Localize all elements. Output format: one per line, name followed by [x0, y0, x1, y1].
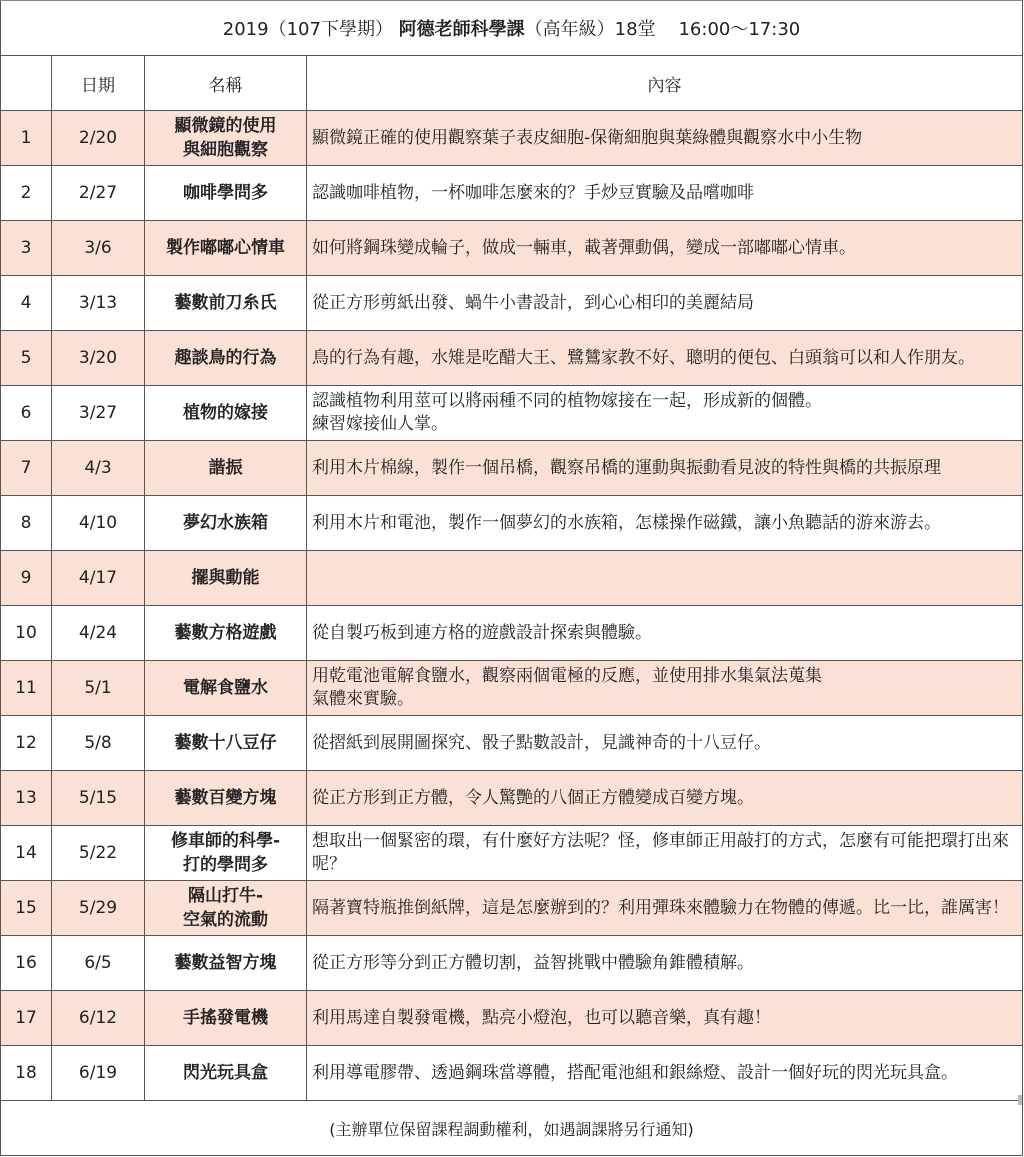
- lesson-content: [307, 166, 1023, 221]
- lesson-number: 18: [1, 1046, 52, 1101]
- lesson-number: 5: [1, 331, 52, 386]
- lesson-content: [307, 441, 1023, 496]
- lesson-name-line: 修車師的科學-: [170, 831, 281, 851]
- lesson-content-line: 利用木片棉線，製作一個吊橋，觀察吊橋的運動與振動看見波的特性與橋的共振原理: [312, 457, 941, 478]
- table-row: [1, 1046, 1023, 1101]
- table-row: [1, 221, 1023, 276]
- lesson-number: 9: [1, 551, 52, 606]
- lesson-date: 5/1: [52, 661, 145, 716]
- lesson-content: [307, 386, 1023, 441]
- lesson-date: 3/27: [52, 386, 145, 441]
- lesson-number: 14: [1, 826, 52, 881]
- lesson-name-line: 藝數方格遊戲: [174, 623, 277, 643]
- lesson-name: [145, 661, 307, 716]
- lesson-content: [307, 936, 1023, 991]
- lesson-name: [145, 991, 307, 1046]
- lesson-content-line: 利用馬達自製發電機，點亮小燈泡，也可以聽音樂，真有趣！: [312, 1007, 771, 1028]
- lesson-content-line: 鳥的行為有趣，水雉是吃醋大王、鷺鷥家教不好、聰明的便包、白頭翁可以和人作朋友。: [312, 347, 975, 368]
- table-row: [1, 496, 1023, 551]
- table-row: [1, 331, 1023, 386]
- table-row: [1, 716, 1023, 771]
- lesson-date: 6/12: [52, 991, 145, 1046]
- lesson-content: [307, 606, 1023, 661]
- lesson-content-line: 從正方形等分到正方體切割，益智挑戰中體驗角錐體積解。: [312, 952, 754, 973]
- lesson-content-line: 認識咖啡植物，一杯咖啡怎麼來的？手炒豆實驗及品嚐咖啡: [312, 182, 754, 203]
- lesson-name: [145, 441, 307, 496]
- table-row: [1, 276, 1023, 331]
- lesson-content-line: 利用導電膠帶、透過鋼珠當導體，搭配電池組和銀絲燈、設計一個好玩的閃光玩具盒。: [312, 1062, 958, 1083]
- table-row: [1, 826, 1023, 881]
- lesson-content-line: 從正方形到正方體，令人驚艷的八個正方體變成百變方塊。: [312, 787, 754, 808]
- lesson-name: [145, 1046, 307, 1101]
- lesson-content-line: 顯微鏡正確的使用觀察葉子表皮細胞-保衛細胞與葉綠體與觀察水中小生物: [312, 127, 863, 148]
- lesson-date: 5/8: [52, 716, 145, 771]
- lesson-date: 5/29: [52, 881, 145, 936]
- lesson-name: [145, 826, 307, 881]
- lesson-name-line: 趣談鳥的行為: [174, 348, 277, 368]
- lesson-name-line: 擺與動能: [191, 568, 260, 588]
- lesson-name-line: 植物的嫁接: [183, 403, 268, 423]
- lesson-date: 6/5: [52, 936, 145, 991]
- lesson-content-line: 從正方形剪紙出發、蝸牛小書設計，到心心相印的美麗結局: [312, 292, 754, 313]
- lesson-number: 11: [1, 661, 52, 716]
- column-header-number: [1, 56, 52, 111]
- lesson-content: [307, 551, 1023, 606]
- column-header-content: 內容: [307, 56, 1023, 111]
- lesson-content-line: 從摺紙到展開圖探究、骰子點數設計，見識神奇的十八豆仔。: [312, 732, 771, 753]
- lesson-content: [307, 716, 1023, 771]
- lesson-number: 13: [1, 771, 52, 826]
- lesson-name-line: 隔山打牛-: [187, 886, 264, 906]
- lesson-name-line: 與細胞觀察: [183, 140, 268, 160]
- lesson-name-line: 藝數益智方塊: [174, 953, 277, 973]
- column-header-date: 日期: [52, 56, 145, 111]
- column-header-row: [1, 56, 1023, 111]
- lesson-list: [1, 111, 1023, 1101]
- lesson-number: 4: [1, 276, 52, 331]
- lesson-name-line: 藝數百變方塊: [174, 788, 277, 808]
- lesson-date: 3/20: [52, 331, 145, 386]
- lesson-date: 6/19: [52, 1046, 145, 1101]
- lesson-name-line: 手搖發電機: [183, 1008, 268, 1028]
- scrollbar-thumb[interactable]: [1018, 1095, 1022, 1105]
- lesson-content: [307, 331, 1023, 386]
- table-row: [1, 661, 1023, 716]
- lesson-date: 2/20: [52, 111, 145, 166]
- lesson-date: 4/24: [52, 606, 145, 661]
- lesson-content-line: 氣體來實驗。: [312, 689, 414, 709]
- lesson-number: 12: [1, 716, 52, 771]
- lesson-content-line: 如何將鋼珠變成輪子，做成一輛車，載著彈動偶，變成一部嘟嘟心情車。: [312, 237, 856, 258]
- table-row: [1, 991, 1023, 1046]
- lesson-name-line: 咖啡學問多: [183, 183, 268, 203]
- lesson-name-line: 電解食鹽水: [183, 678, 268, 698]
- lesson-name: [145, 111, 307, 166]
- lesson-name: [145, 166, 307, 221]
- lesson-content-line: 利用木片和電池，製作一個夢幻的水族箱，怎樣操作磁鐵，讓小魚聽話的游來游去。: [312, 512, 941, 533]
- column-header-name: 名稱: [145, 56, 307, 111]
- lesson-date: 3/6: [52, 221, 145, 276]
- lesson-date: 5/15: [52, 771, 145, 826]
- lesson-name-line: 諧振: [208, 458, 243, 478]
- lesson-name: [145, 936, 307, 991]
- lesson-content: [307, 276, 1023, 331]
- lesson-content-line: 隔著寶特瓶推倒紙牌，這是怎麼辦到的？利用彈珠來體驗力在物體的傳遞。比一比，誰厲害！: [312, 897, 1009, 918]
- title-level: （高年級）18堂: [524, 19, 656, 40]
- lesson-name-line: 空氣的流動: [183, 910, 268, 930]
- lesson-content: [307, 826, 1023, 881]
- lesson-number: 10: [1, 606, 52, 661]
- lesson-content-line: 認識植物利用莖可以將兩種不同的植物嫁接在一起，形成新的個體。: [312, 391, 822, 411]
- lesson-number: 17: [1, 991, 52, 1046]
- lesson-name: [145, 496, 307, 551]
- table-row: [1, 166, 1023, 221]
- lesson-name: [145, 386, 307, 441]
- lesson-date: 4/10: [52, 496, 145, 551]
- lesson-number: 2: [1, 166, 52, 221]
- lesson-name: [145, 551, 307, 606]
- lesson-content: [307, 1046, 1023, 1101]
- lesson-number: 3: [1, 221, 52, 276]
- lesson-content: [307, 991, 1023, 1046]
- title-course: 阿德老師科學課: [398, 19, 525, 40]
- lesson-content-line: 練習嫁接仙人掌。: [312, 414, 448, 434]
- title-time: 16:00～17:30: [678, 19, 801, 40]
- footer-note: (主辦單位保留課程調動權利，如遇調課將另行通知): [1, 1101, 1023, 1156]
- lesson-number: 15: [1, 881, 52, 936]
- lesson-content: [307, 221, 1023, 276]
- table-row: [1, 606, 1023, 661]
- lesson-date: 4/17: [52, 551, 145, 606]
- title-year: 2019（107下學期）: [222, 19, 393, 40]
- lesson-number: 6: [1, 386, 52, 441]
- lesson-content: [307, 496, 1023, 551]
- table-row: [1, 551, 1023, 606]
- lesson-date: 2/27: [52, 166, 145, 221]
- table-row: [1, 771, 1023, 826]
- table-row: [1, 386, 1023, 441]
- lesson-content-line: 從自製巧板到連方格的遊戲設計探索與體驗。: [312, 622, 652, 643]
- table-row: [1, 936, 1023, 991]
- lesson-content: [307, 661, 1023, 716]
- table-row: [1, 111, 1023, 166]
- lesson-name-line: 製作嘟嘟心情車: [166, 238, 285, 258]
- lesson-number: 1: [1, 111, 52, 166]
- lesson-name: [145, 606, 307, 661]
- lesson-name-line: 夢幻水族箱: [183, 513, 268, 533]
- lesson-content-line: 想取出一個緊密的環，有什麼好方法呢？怪，修車師正用敲打的方式，怎麼有可能把環打出來呢？: [312, 831, 1009, 874]
- lesson-number: 8: [1, 496, 52, 551]
- lesson-date: 4/3: [52, 441, 145, 496]
- lesson-name-line: 閃光玩具盒: [183, 1063, 268, 1083]
- lesson-number: 16: [1, 936, 52, 991]
- lesson-name: [145, 716, 307, 771]
- title-row: [1, 1, 1023, 56]
- lesson-name: [145, 331, 307, 386]
- lesson-name: [145, 771, 307, 826]
- lesson-content: [307, 881, 1023, 936]
- table-row: [1, 881, 1023, 936]
- lesson-date: 3/13: [52, 276, 145, 331]
- lesson-content: [307, 111, 1023, 166]
- table-row: [1, 441, 1023, 496]
- lesson-name: [145, 276, 307, 331]
- lesson-name: [145, 221, 307, 276]
- lesson-name-line: 藝數前刀糸氏: [174, 293, 277, 313]
- lesson-name-line: 藝數十八豆仔: [174, 733, 277, 753]
- lesson-name-line: 顯微鏡的使用: [174, 116, 277, 136]
- footer-row: [1, 1101, 1023, 1156]
- lesson-name: [145, 881, 307, 936]
- lesson-content: [307, 771, 1023, 826]
- lesson-date: 5/22: [52, 826, 145, 881]
- lesson-number: 7: [1, 441, 52, 496]
- lesson-content-line: 用乾電池電解食鹽水，觀察兩個電極的反應，並使用排水集氣法蒐集: [312, 666, 822, 686]
- lesson-name-line: 打的學問多: [183, 855, 268, 875]
- schedule-title: [1, 1, 1023, 56]
